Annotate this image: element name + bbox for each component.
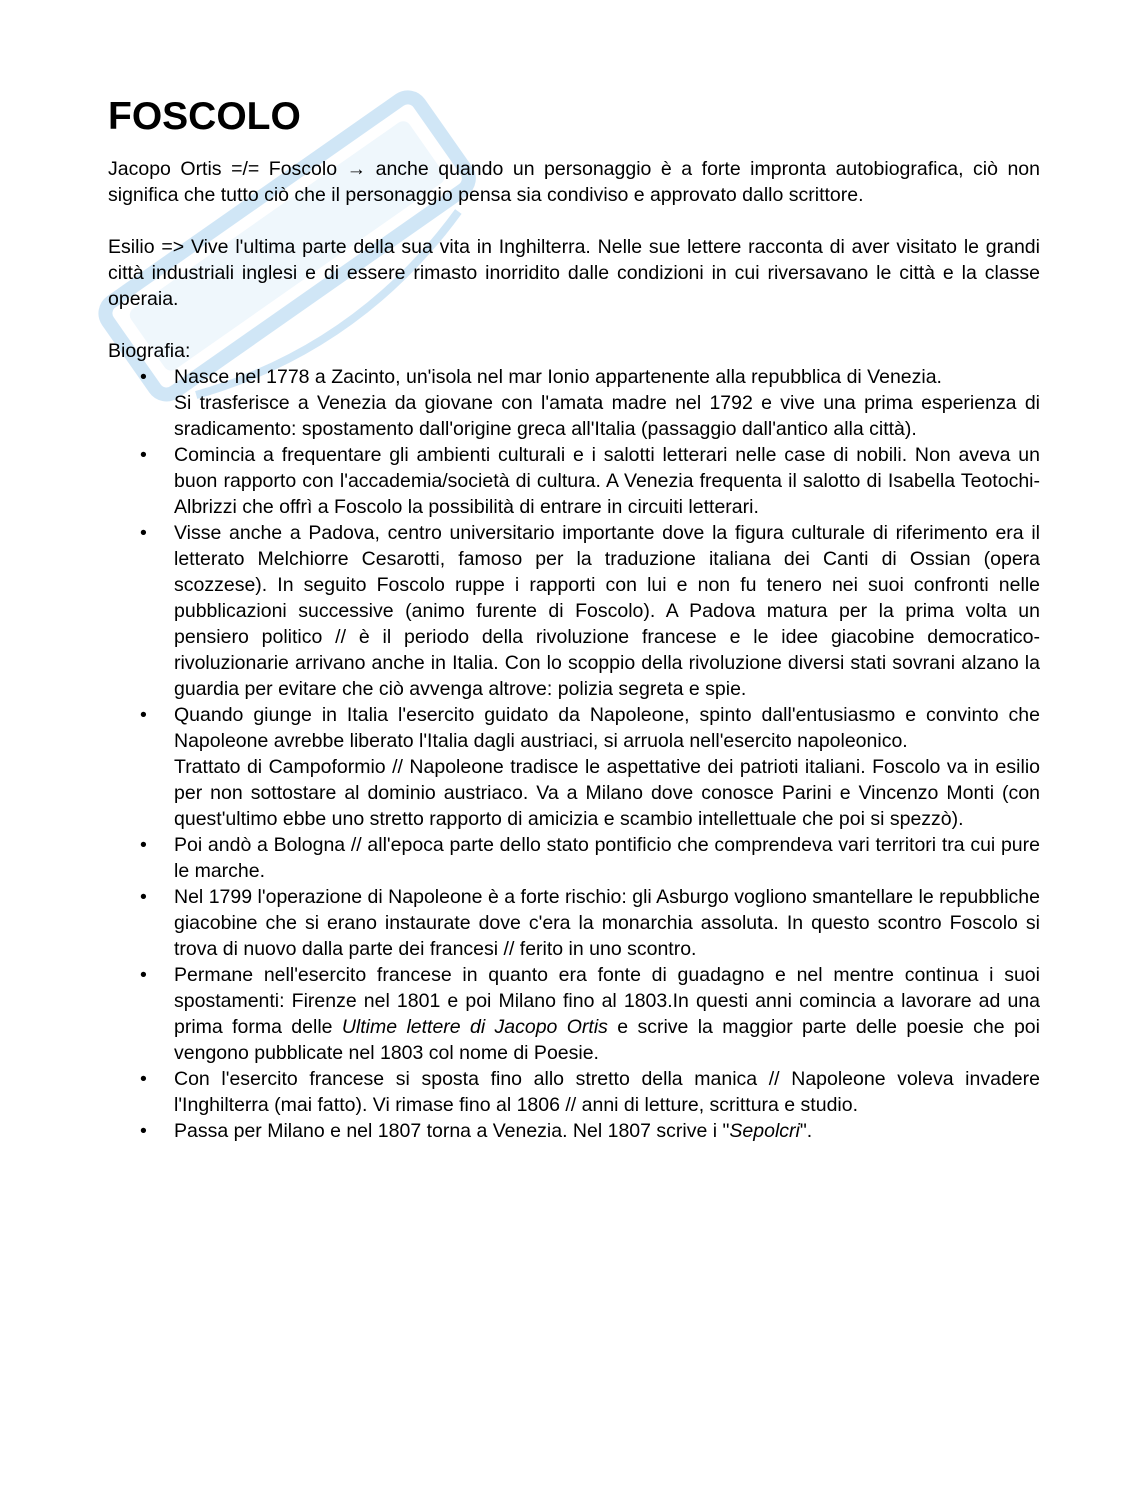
work-title-italic: Sepolcri	[729, 1120, 800, 1142]
list-item-text: Comincia a frequentare gli ambienti culturali e i salotti letterari nelle case di nobili. Non aveva un buon rapporto con l'accademia/società di cultura. A Venezia frequenta il salotto di Isabella Teotochi-Albrizzi che offrì a Foscolo la possibilità di entrare in circuiti letterari.	[174, 444, 1040, 518]
bullet-icon: •	[140, 444, 147, 466]
intro-paragraph-2: Esilio => Vive l'ultima parte della sua vita in Inghilterra. Nelle sue lettere racconta di aver visitato le grandi città industriali inglesi e di essere rimasto inorridito dalle condizioni in cui riversavano le città e la classe operaia.	[108, 236, 1040, 310]
list-item-text-after: e scrive la maggior parte delle poesie che poi vengono pubblicate nel 1803 col nome di Poesie.	[174, 1016, 1040, 1064]
list-item-subtext: Si trasferisce a Venezia da giovane con l'amata madre nel 1792 e vive una prima esperienza di sradicamento: spostamento dall'origine greca all'Italia (passaggio dall'antico alla città).	[174, 392, 1040, 440]
list-item-text: Nasce nel 1778 a Zacinto, un'isola nel mar Ionio appartenente alla repubblica di Venezia.	[174, 366, 942, 388]
list-item	[108, 832, 1040, 884]
book-title-italic: Ultime lettere di Jacopo Ortis	[341, 1016, 608, 1038]
list-item	[108, 364, 1040, 442]
page-title: FOSCOLO	[108, 95, 301, 138]
bullet-icon: •	[140, 1068, 147, 1090]
document-page	[108, 95, 1040, 1144]
list-item-text: Nel 1799 l'operazione di Napoleone è a forte rischio: gli Asburgo vogliono smantellare le repubbliche giacobine che si erano instaurate dove c'era la monarchia assoluta. In questo scontro Foscolo si trova di nuovo dalla parte dei francesi // ferito in uno scontro.	[174, 886, 1040, 960]
list-item	[108, 962, 1040, 1066]
bullet-icon: •	[140, 366, 147, 388]
list-item-text-before: Permane nell'esercito francese in quanto era fonte di guadagno e nel mentre continua i suoi spostamenti: Firenze nel 1801 e poi Milano fino al 1803.In questi anni comincia a lavorare ad una prima forma delle	[174, 964, 1040, 1038]
intro-paragraph-1: Jacopo Ortis =/= Foscolo → anche quando un personaggio è a forte impronta autobiografica, ciò non significa che tutto ciò che il personaggio pensa sia condiviso e approvato dallo scrittore.	[108, 158, 1040, 206]
list-item	[108, 1066, 1040, 1118]
list-item-text-after: ".	[799, 1120, 813, 1142]
list-item-text: Con l'esercito francese si sposta fino allo stretto della manica // Napoleone voleva invadere l'Inghilterra (mai fatto). Vi rimase fino al 1806 // anni di letture, scrittura e studio.	[174, 1068, 1040, 1116]
list-item-text: Quando giunge in Italia l'esercito guidato da Napoleone, spinto dall'entusiasmo e convinto che Napoleone avrebbe liberato l'Italia dagli austriaci, si arruola nell'esercito napoleonico.	[174, 704, 1040, 752]
list-item-subtext: Trattato di Campoformio // Napoleone tradisce le aspettative dei patrioti italiani. Foscolo va in esilio per non sottostare al dominio austriaco. Va a Milano dove conosce Parini e Vincenzo Monti (con quest'ultimo ebbe uno stretto rapporto di amicizia e scambio intellettuale che poi si spezzò).	[174, 756, 1040, 830]
list-item	[108, 520, 1040, 702]
bullet-icon: •	[140, 1120, 147, 1142]
list-item	[108, 702, 1040, 832]
biography-heading: Biografia:	[108, 340, 191, 362]
bullet-icon: •	[140, 964, 147, 986]
bullet-icon: •	[140, 704, 147, 726]
bullet-icon: •	[140, 886, 147, 908]
biography-list	[108, 364, 1040, 1144]
bullet-icon: •	[140, 834, 147, 856]
list-item	[108, 884, 1040, 962]
list-item	[108, 1118, 1040, 1144]
list-item-text: Poi andò a Bologna // all'epoca parte dello stato pontificio che comprendeva vari territori tra cui pure le marche.	[174, 834, 1040, 882]
list-item-text: Visse anche a Padova, centro universitario importante dove la figura culturale di riferimento era il letterato Melchiorre Cesarotti, famoso per la traduzione italiana dei Canti di Ossian (opera scozzese). In seguito Foscolo ruppe i rapporti con lui e non fu tenero nei suoi confronti nelle pubblicazioni successive (animo furente di Foscolo). A Padova matura per la prima volta un pensiero politico // è il periodo della rivoluzione francese e le idee giacobine democratico-rivoluzionarie arrivano anche in Italia. Con lo scoppio della rivoluzione diversi stati sovrani alzano la guardia per evitare che ciò avvenga altrove: polizia segreta e spie.	[174, 522, 1040, 700]
list-item	[108, 442, 1040, 520]
list-item-text-before: Passa per Milano e nel 1807 torna a Venezia. Nel 1807 scrive i "	[174, 1120, 730, 1142]
bullet-icon: •	[140, 522, 147, 544]
